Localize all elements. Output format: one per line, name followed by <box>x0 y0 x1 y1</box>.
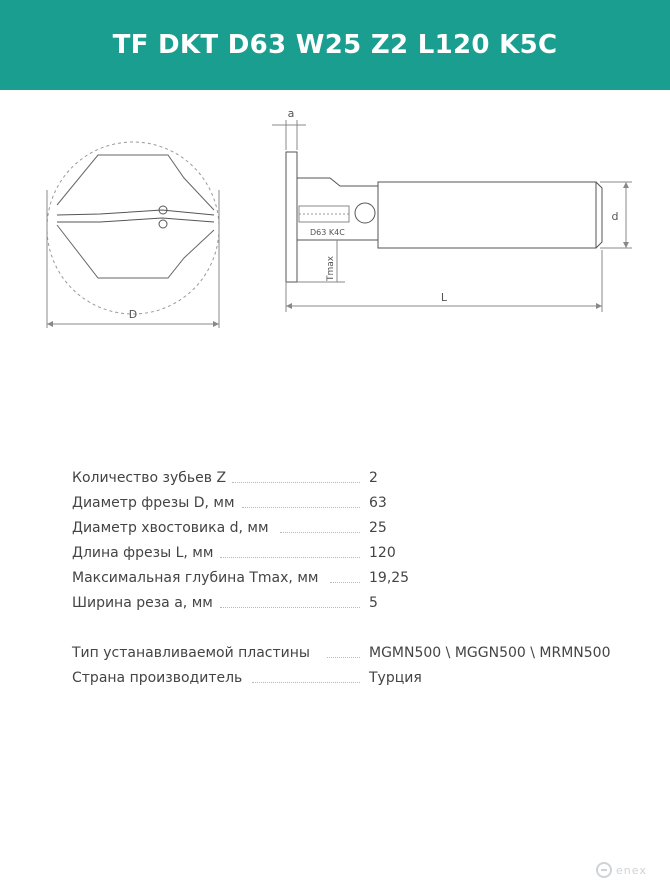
spec-value: 19,25 <box>369 570 410 586</box>
enex-logo-icon <box>596 862 612 878</box>
spec-label: Максимальная глубина Tmax, мм <box>72 570 324 586</box>
front-view <box>47 142 219 328</box>
spec-label: Количество зубьев Z <box>72 470 232 486</box>
spec-row <box>72 465 632 490</box>
spec-value: 25 <box>369 520 387 536</box>
spec-label: Длина фрезы L, мм <box>72 545 219 561</box>
brand-watermark <box>596 862 647 878</box>
shank <box>378 182 596 248</box>
spec-value: 63 <box>369 495 387 511</box>
dim-a-label: a <box>287 107 295 120</box>
spec-value: 120 <box>369 545 396 561</box>
lower-tooth <box>57 225 214 278</box>
dim-L-label: L <box>440 291 448 304</box>
spec-label: Диаметр хвостовика d, мм <box>72 520 275 536</box>
leader-dots <box>252 682 360 683</box>
leader-dots <box>232 482 360 483</box>
leader-dots <box>330 582 360 583</box>
tool-engraving: D63 K4C <box>310 228 345 237</box>
leader-dots <box>220 557 360 558</box>
extra-value: MGMN500 \ MGGN500 \ MRMN500 <box>369 645 611 661</box>
spec-row <box>72 590 632 615</box>
leader-dots <box>242 507 360 508</box>
spec-label: Диаметр фрезы D, мм <box>72 495 241 511</box>
leader-dots <box>280 532 360 533</box>
extra-label: Страна производитель <box>72 670 248 686</box>
tool-drawing <box>0 100 670 340</box>
extra-row <box>72 640 632 665</box>
shank-chamfer <box>596 182 602 248</box>
title-banner <box>0 0 670 90</box>
spec-label: Ширина реза a, мм <box>72 595 219 611</box>
cut-line-bottom <box>57 218 214 222</box>
spec-row <box>72 490 632 515</box>
cutter-disc <box>286 152 297 282</box>
insert-screw-lower <box>159 220 167 228</box>
spec-row <box>72 565 632 590</box>
spec-row <box>72 540 632 565</box>
page-title: TF DKT D63 W25 Z2 L120 K5C <box>112 30 558 60</box>
section-gap <box>72 615 632 640</box>
leader-dots <box>220 607 360 608</box>
extra-value: Турция <box>369 670 422 686</box>
cutter-outline-circle <box>47 142 219 314</box>
dim-tmax-label: Tmax <box>326 255 336 281</box>
leader-dots <box>327 657 360 658</box>
spec-table <box>72 465 632 690</box>
clamp-screw <box>355 203 375 223</box>
brand-name: enex <box>616 863 647 877</box>
spec-value: 2 <box>369 470 378 486</box>
spec-value: 5 <box>369 595 378 611</box>
spec-row <box>72 515 632 540</box>
dim-D-label: D <box>128 308 138 321</box>
side-view <box>272 120 632 312</box>
upper-tooth <box>57 155 214 210</box>
extra-label: Тип устанавливаемой пластины <box>72 645 316 661</box>
extra-row <box>72 665 632 690</box>
dim-d-label: d <box>611 210 619 223</box>
cut-line-top <box>57 210 214 215</box>
